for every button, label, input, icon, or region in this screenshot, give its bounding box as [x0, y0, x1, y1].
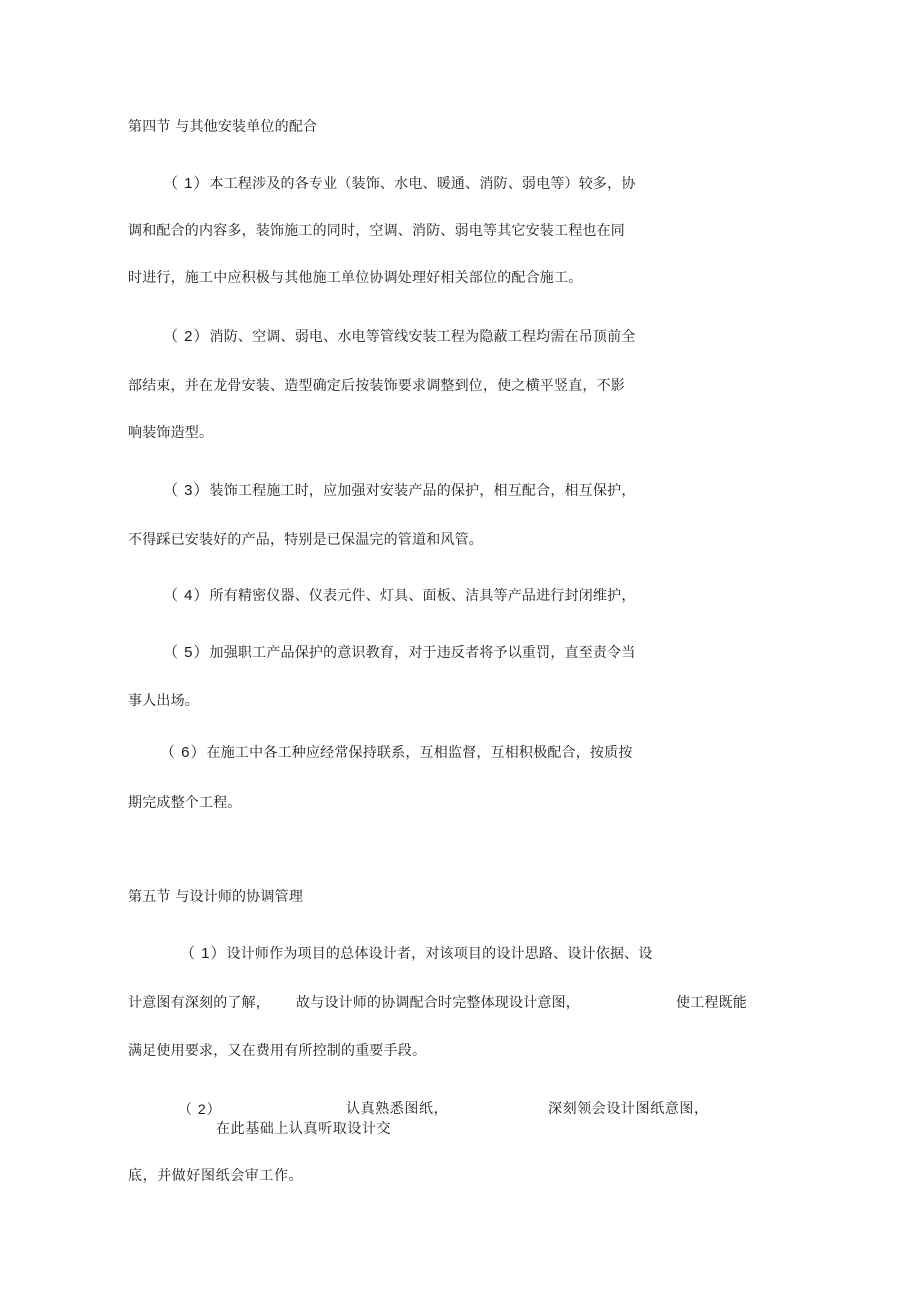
- section-5-item-1-line-2a: 计意图有深刻的了解，: [128, 995, 270, 1011]
- section-4-item-1-line-3: 时进行，施工中应积极与其他施工单位协调处理好相关部位的配合施工。: [128, 270, 583, 286]
- section-5-title: 第五节 与设计师的协调管理: [128, 889, 304, 905]
- section-4-item-4-first-line: [163, 586, 636, 606]
- item-number: （ 5）: [163, 644, 210, 661]
- item-text: 所有精密仪器、仪表元件、灯具、面板、洁具等产品进行封闭维护，: [209, 588, 636, 604]
- section-4-item-5-line-2: 事人出场。: [128, 693, 199, 709]
- section-5-item-2-part-2: 深刻领会设计图纸意图，: [548, 1101, 709, 1117]
- section-4-item-1-line-2: 调和配合的内容多，装饰施工的同时，空调、消防、弱电等其它安装工程也在同: [128, 223, 625, 239]
- item-text: 装饰工程施工时，应加强对安装产品的保护，相互配合，相互保护，: [209, 483, 636, 499]
- section-4-item-2-line-3: 响装饰造型。: [128, 425, 214, 441]
- item-number: （ 1）: [180, 945, 227, 962]
- section-4-item-6-line-2: 期完成整个工程。: [128, 795, 242, 811]
- item-number: （ 6）: [160, 744, 207, 761]
- section-5-item-2-number: （ 2）: [178, 1101, 222, 1117]
- section-4-item-1-first-line: [163, 174, 636, 194]
- item-text: 消防、空调、弱电、水电等管线安装工程为隐蔽工程均需在吊顶前全: [209, 329, 636, 345]
- section-5-item-2-part-1: 认真熟悉图纸，: [346, 1101, 449, 1117]
- section-4-title: 第四节 与其他安装单位的配合: [128, 119, 318, 135]
- item-text: 在施工中各工种应经常保持联系，互相监督，互相积极配合，按质按: [206, 745, 633, 761]
- item-number: （ 1）: [163, 175, 210, 192]
- section-5-item-2-part-3: 在此基础上认真听取设计交: [216, 1121, 392, 1137]
- section-4-item-2-first-line: [163, 327, 636, 347]
- item-text: 本工程涉及的各专业（装饰、水电、暖通、消防、弱电等）较多，协: [209, 176, 636, 192]
- section-4-item-3-line-2: 不得踩已安装好的产品，特别是已保温完的管道和风管。: [128, 532, 483, 548]
- item-text: 加强职工产品保护的意识教育，对于违反者将予以重罚，直至责令当: [209, 645, 636, 661]
- item-number: （ 2）: [163, 328, 210, 345]
- item-number: （ 4）: [163, 587, 210, 604]
- section-5-item-1-line-3: 满足使用要求，又在费用有所控制的重要手段。: [128, 1043, 427, 1059]
- section-4-item-6-first-line: [160, 743, 633, 763]
- section-4-item-3-first-line: [163, 481, 636, 501]
- section-4-item-2-line-2: 部结束，并在龙骨安装、造型确定后按装饰要求调整到位，使之横平竖直，不影: [128, 378, 625, 394]
- item-number: （ 3）: [163, 482, 210, 499]
- section-5-item-1-line-2c: 使工程既能: [676, 995, 747, 1011]
- section-5-item-1-line-2b: 故与设计师的协调配合时完整体现设计意图，: [296, 995, 580, 1011]
- section-5-item-1-first-line: [180, 944, 653, 964]
- section-4-item-5-first-line: [163, 643, 636, 663]
- section-5-item-2-line-2: 底，并做好图纸会审工作。: [128, 1168, 304, 1184]
- item-text: 设计师作为项目的总体设计者，对该项目的设计思路、设计依据、设: [226, 946, 653, 962]
